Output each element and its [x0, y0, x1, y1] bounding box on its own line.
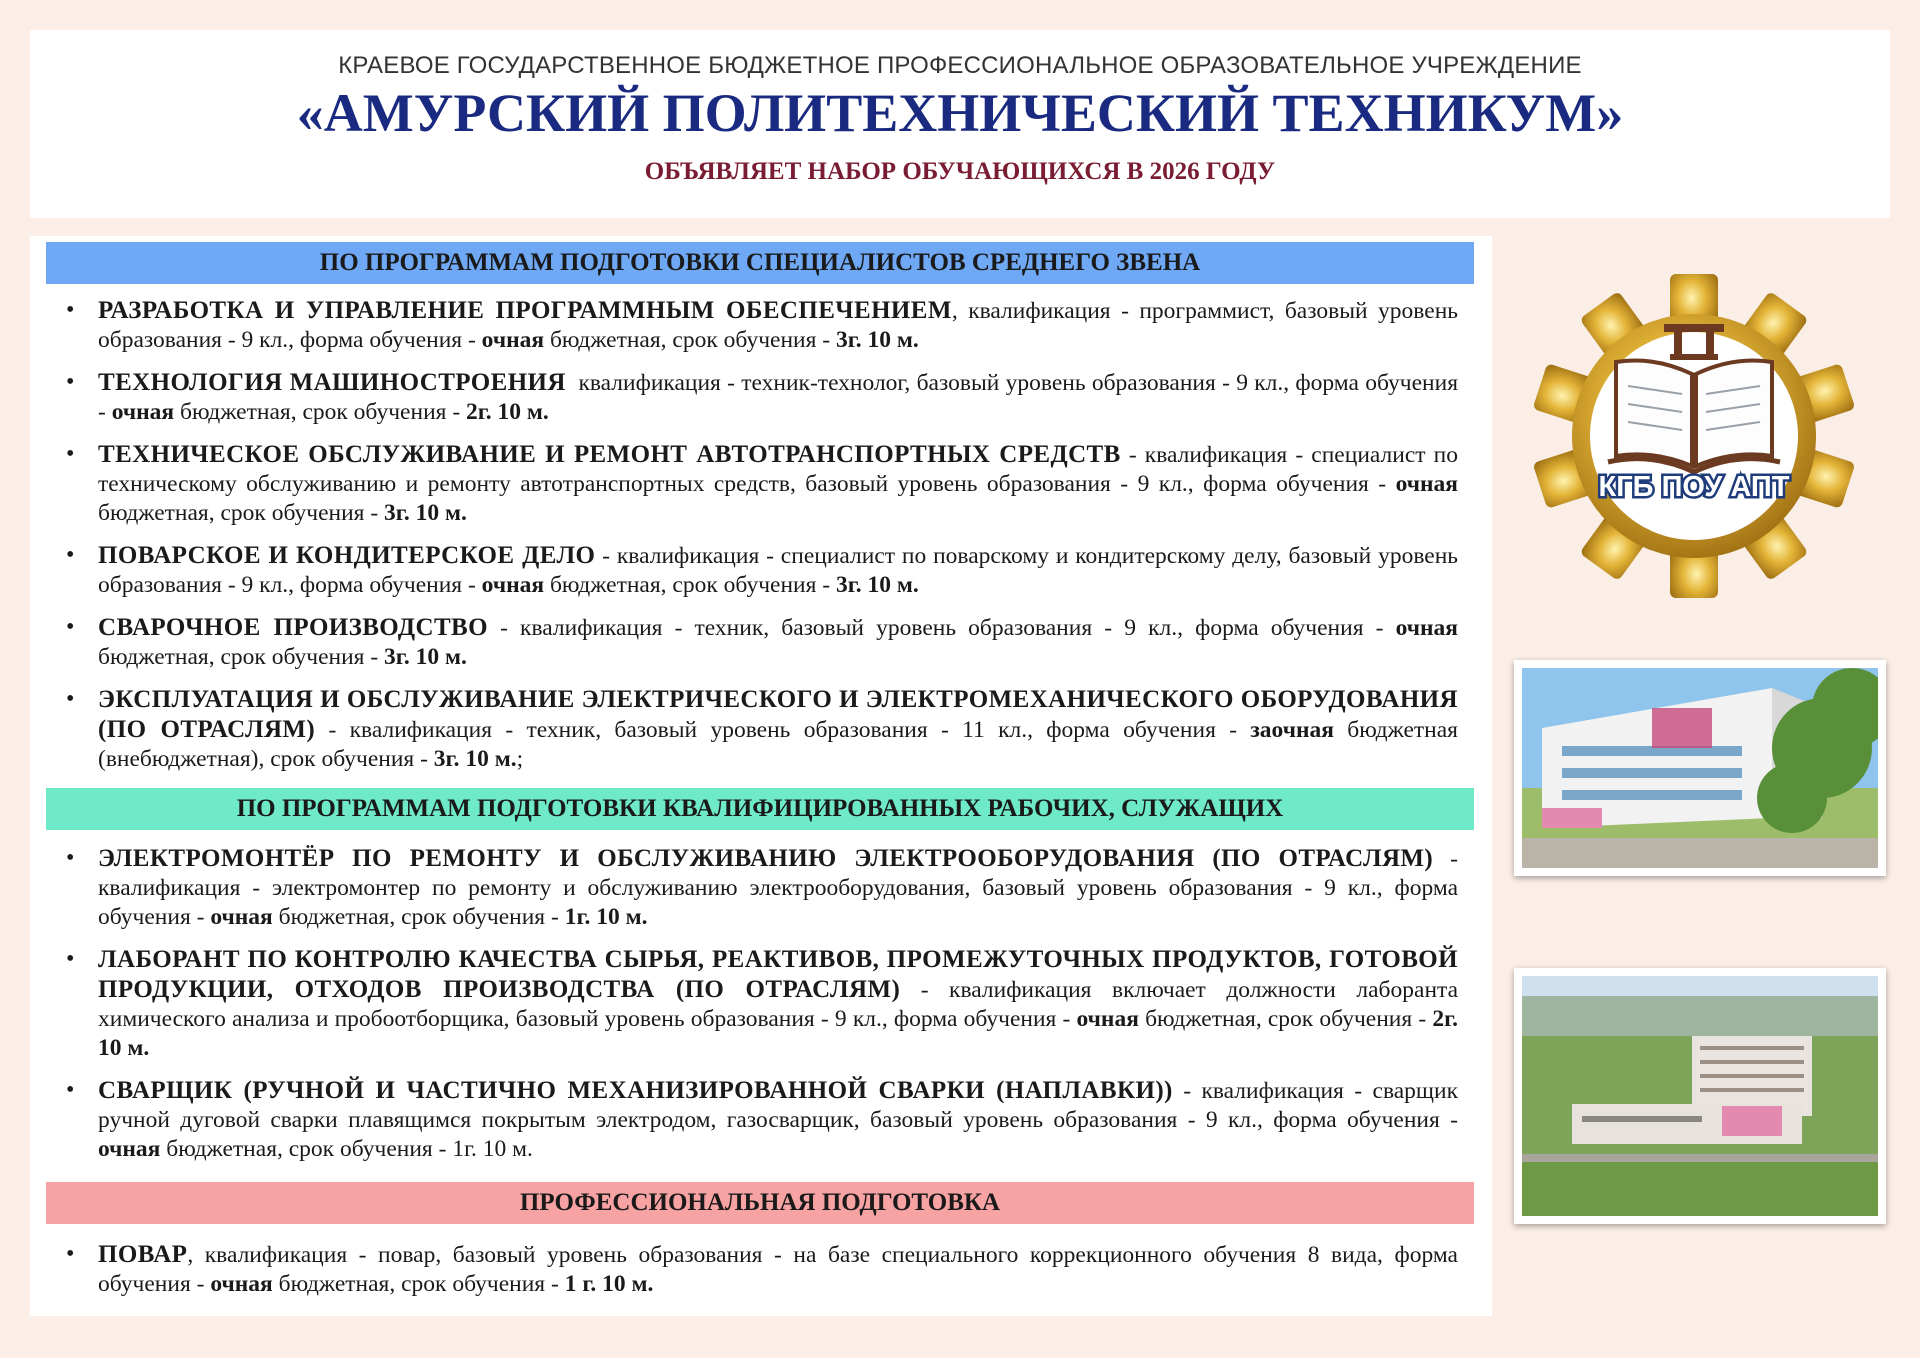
program-item [46, 613, 1474, 672]
section-header-professional: ПРОФЕССИОНАЛЬНАЯ ПОДГОТОВКА [46, 1182, 1474, 1224]
panorama-photo-icon [1522, 976, 1878, 1216]
program-name: ЛАБОРАНТ ПО КОНТРОЛЮ КАЧЕСТВА СЫРЬЯ, РЕАКТИВОВ, ПРОМЕЖУТОЧНЫХ ПРОДУКТОВ, ГОТОВОЙ ПРОДУКЦИИ, ОТХОДОВ ПРОИЗВОДСТВА (ПО ОТРАСЛЯМ) [98, 946, 1458, 1003]
program-description: - квалификация - техник, базовый уровень образования - 9 кл., форма обучения - [487, 615, 1396, 641]
college-building-photo [1514, 660, 1886, 876]
program-description-cont: бюджетная, срок обучения - [544, 572, 836, 598]
study-mode: очная [210, 1271, 273, 1297]
page-subtitle: ОБЪЯВЛЯЕТ НАБОР ОБУЧАЮЩИХСЯ В 2026 ГОДУ [644, 158, 1276, 185]
study-mode: очная [111, 399, 175, 425]
gear-book-logo-icon [1524, 266, 1864, 606]
program-description: - квалификация - техник, базовый уровень образования - 11 кл., форма обучения - [315, 717, 1251, 743]
program-item [46, 945, 1474, 1063]
study-term: 3г. 10 м. [836, 327, 919, 353]
college-logo [1524, 266, 1864, 606]
program-description-cont: бюджетная, срок обучения - [174, 399, 467, 425]
study-mode: очная [1395, 471, 1458, 497]
program-description-cont: бюджетная, срок обучения - [272, 1271, 565, 1297]
program-description: - квалификация - электромонтер по ремонту и обслуживанию электрооборудования, базовый уровень образования - 9 кл., форма обучения - [98, 846, 1458, 930]
programs-panel [30, 236, 1492, 1316]
program-description: - квалификация включает должности лаборанта химического анализа и пробоотборщика, базовый уровень образования - 9 кл., форма обучения - [98, 977, 1459, 1032]
program-description-cont: бюджетная, срок обучения - [98, 644, 385, 670]
study-mode: очная [1395, 615, 1459, 641]
program-item [46, 440, 1474, 528]
section-header-workers: ПО ПРОГРАММАМ ПОДГОТОВКИ КВАЛИФИЦИРОВАННЫХ РАБОЧИХ, СЛУЖАЩИХ [46, 788, 1474, 830]
study-mode: очная [1076, 1006, 1139, 1032]
program-item [46, 685, 1474, 774]
study-term: 1 г. 10 м. [564, 1271, 654, 1297]
program-name: СВАРЩИК (РУЧНОЙ И ЧАСТИЧНО МЕХАНИЗИРОВАННОЙ СВАРКИ (НАПЛАВКИ)) [98, 1077, 1173, 1104]
program-list-professional [46, 1240, 1474, 1312]
building-photo-icon [1522, 668, 1878, 868]
study-mode: очная [98, 1136, 161, 1162]
program-description-cont: бюджетная, срок обучения - [1138, 1006, 1433, 1032]
program-description: - квалификация - сварщик ручной дуговой сварки плавящимся покрытым электродом, газосварщик, базовый уровень образования - 9 кл., форма обучения - [98, 1078, 1459, 1133]
program-item [46, 844, 1474, 932]
program-description-cont: бюджетная, срок обучения - [272, 904, 565, 930]
program-description-cont: бюджетная, срок обучения - [544, 327, 836, 353]
right-column [1510, 236, 1890, 1316]
program-name: СВАРОЧНОЕ ПРОИЗВОДСТВО [98, 614, 488, 641]
logo-text: КГБ ПОУ АПТ [1598, 471, 1790, 503]
program-description: - квалификация - специалист по техническому обслуживанию и ремонту автотранспортных средств, базовый уровень образования - 9 кл., форма обучения - [98, 442, 1458, 497]
study-mode: очная [481, 327, 545, 353]
study-term: 3г. 10 м. [433, 746, 517, 772]
program-description: , квалификация - программист, базовый уровень образования - 9 кл., форма обучения - [98, 298, 1458, 353]
study-term: 3г. 10 м. [384, 500, 467, 526]
program-list-workers [46, 844, 1474, 1177]
program-name: ЭЛЕКТРОМОНТЁР ПО РЕМОНТУ И ОБСЛУЖИВАНИЮ ЭЛЕКТРООБОРУДОВАНИЯ (ПО ОТРАСЛЯМ) [98, 845, 1434, 872]
page-title: «АМУРСКИЙ ПОЛИТЕХНИЧЕСКИЙ ТЕХНИКУМ» [296, 83, 1624, 143]
program-item [46, 296, 1474, 355]
program-item [46, 1076, 1474, 1164]
study-term: 3г. 10 м. [836, 572, 919, 598]
program-tail: ; [516, 746, 524, 772]
program-list-specialists [46, 296, 1474, 787]
study-term: 2г. 10 м. [98, 1006, 1458, 1061]
program-name: ПОВАРСКОЕ И КОНДИТЕРСКОЕ ДЕЛО [98, 542, 596, 569]
program-item [46, 1240, 1474, 1299]
program-description-cont: бюджетная, срок обучения - [98, 500, 385, 526]
study-mode: заочная [1250, 717, 1334, 743]
program-description: , квалификация - повар, базовый уровень образования - на базе специального коррекционного обучения 8 вида, форма обучения - [98, 1242, 1458, 1297]
study-term: 1г. 10 м. [564, 904, 648, 930]
study-mode: очная [210, 904, 273, 930]
program-description: квалификация - техник-технолог, базовый уровень образования - 9 кл., форма обучения - [98, 370, 1464, 425]
study-term: 2г. 10 м. [466, 399, 549, 425]
town-panorama-photo [1514, 968, 1886, 1224]
page-header [30, 30, 1890, 218]
study-mode: очная [481, 572, 545, 598]
program-name: ЭКСПЛУАТАЦИЯ И ОБСЛУЖИВАНИЕ ЭЛЕКТРИЧЕСКОГО И ЭЛЕКТРОМЕХАНИЧЕСКОГО ОБОРУДОВАНИЯ (ПО ОТРАСЛЯМ) [98, 686, 1458, 743]
organization-type: КРАЕВОЕ ГОСУДАРСТВЕННОЕ БЮДЖЕТНОЕ ПРОФЕССИОНАЛЬНОЕ ОБРАЗОВАТЕЛЬНОЕ УЧРЕЖДЕНИЕ [338, 52, 1582, 79]
study-term: 3г. 10 м. [384, 644, 467, 670]
program-item [46, 541, 1474, 600]
program-item [46, 368, 1474, 427]
program-description-cont: бюджетная, срок обучения - 1г. 10 м. [160, 1136, 533, 1162]
program-name: РАЗРАБОТКА И УПРАВЛЕНИЕ ПРОГРАММНЫМ ОБЕСПЕЧЕНИЕМ [98, 297, 952, 324]
section-header-specialists: ПО ПРОГРАММАМ ПОДГОТОВКИ СПЕЦИАЛИСТОВ СРЕДНЕГО ЗВЕНА [46, 242, 1474, 284]
program-name: ТЕХНОЛОГИЯ МАШИНОСТРОЕНИЯ [98, 369, 566, 396]
program-description-cont: бюджетная (внебюджетная), срок обучения - [98, 717, 1458, 772]
program-name: ПОВАР [98, 1241, 188, 1268]
program-name: ТЕХНИЧЕСКОЕ ОБСЛУЖИВАНИЕ И РЕМОНТ АВТОТРАНСПОРТНЫХ СРЕДСТВ [98, 441, 1121, 468]
program-description: - квалификация - специалист по поварскому и кондитерскому делу, базовый уровень образования - 9 кл., форма обучения - [98, 543, 1458, 598]
